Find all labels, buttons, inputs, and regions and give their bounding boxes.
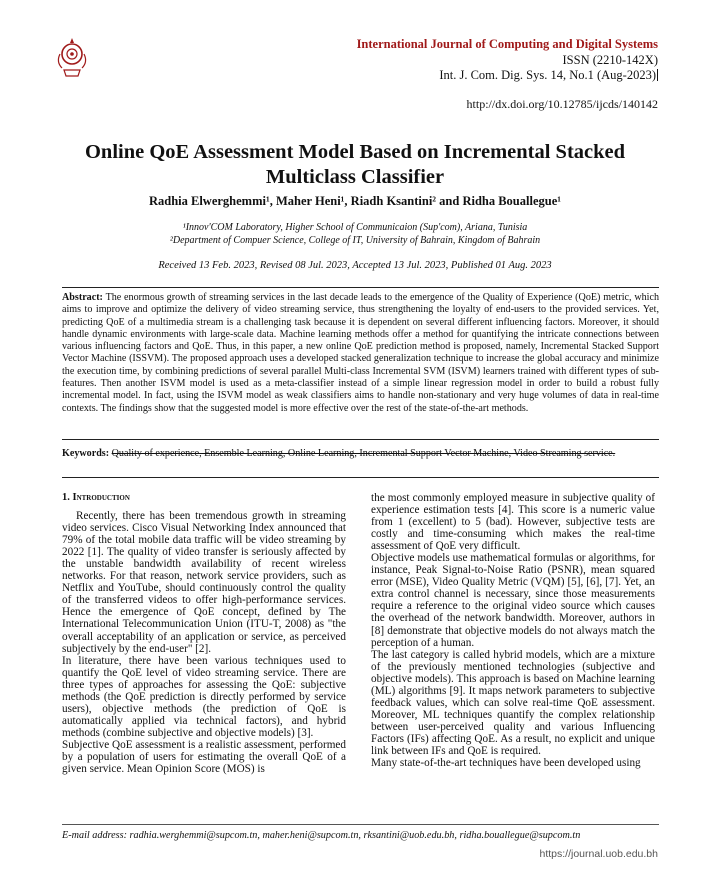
text-cursor — [657, 69, 658, 81]
journal-header — [357, 37, 658, 84]
abstract — [62, 292, 659, 415]
publication-dates: Received 13 Feb. 2023, Revised 08 Jul. 2023, Accepted 13 Jul. 2023, Published 01 Aug. 2023 — [158, 260, 552, 271]
section-heading — [62, 492, 346, 504]
abstract-text: The enormous growth of streaming services in the last decade leads to the emergence of the Quality of Experience (QoE) metric, which aims to improve and optimize the delivery of video streaming service, thus strengthening the loyalty of end-users to the provided services. Yet, predicting QoE of a multimedia stream is a challenging task because it is dependent on several different influencing factors. Moreover, it should handle dynamic environments with large-scale data. Machine learning methods offer a method for quantifying the intricate connections between various influencing factors and QoE. Thus, in this paper, a new online QoE prediction method is proposed, namely, Incremental Stacked Support Vector Machine (ISSVM). The proposed approach uses a developed stacked generalization technique to increase the global accuracy and minimize the execution time, by combining predictions of several parallel Multi-class Incremental SVM (ISVM) learners trained with different types of sub-features. Then another ISVM model is used as a meta-classifier instead of a simple linear regression model in order to build a robust fully incremental model. In fact, using the ISVM model as weak classifiers aims to handle non-stationary and very huge volumes of data in real-time contexts. The findings show that the suggested model is more effective over the rest of the state-of-the-art methods. — [62, 292, 659, 414]
citation: Int. J. Com. Dig. Sys. 14, No.1 (Aug-2023) — [439, 68, 656, 82]
affiliation-1: ¹Innov'COM Laboratory, Higher School of Communicaion (Sup'com), Ariana, Tunisia — [182, 222, 528, 233]
right-column — [371, 492, 655, 769]
paragraph: Many state-of-the-art techniques have been developed using — [371, 757, 641, 770]
affiliation-2: ²Department of Compuer Science, College of IT, University of Bahrain, Kingdom of Bahrain — [169, 235, 541, 246]
journal-url[interactable]: https://journal.uob.edu.bh — [539, 848, 658, 860]
paragraph: the most commonly employed measure in subjective quality of experience estimation tests [4]. This score is a numeric value from 1 (excellent) to 5 (bad). However, subjective tests are costly and time-consuming which makes the real-time assessment of QoE very difficult. — [371, 492, 655, 553]
paragraph: In literature, there have been various techniques used to quantify the QoE level of video streaming service. There are three types of approaches for assessing the QoE: subjective methods (the QoE prediction is directly performed by service users), objective methods (the prediction of QoE is automatically applied via technical factors), and hybrid methods (combine subjective and objective models) [3]. — [62, 654, 346, 739]
section-number: 1. — [62, 492, 70, 503]
issn: ISSN (2210-142X) — [562, 52, 658, 67]
section-title: Introduction — [72, 492, 130, 503]
journal-name: International Journal of Computing and Digital Systems — [356, 37, 658, 51]
keywords — [62, 448, 659, 460]
keywords-bottom-rule — [62, 477, 659, 478]
abstract-bottom-rule — [62, 439, 659, 440]
paragraph: Objective models use mathematical formulas or algorithms, for instance, Peak Signal-to-Noise Ratio (PSNR), mean squared error (MSE), Video Quality Metric (VQM) [5], [6], [7]. Yet, an extra control channel is necessary, since those measurements require a reference to the original video source which causes the overhead of the network bandwidth. Moreover, authors in [8] demonstrate that objective models do not always match the perception of a human. — [371, 552, 655, 649]
left-column — [62, 492, 346, 775]
footer-rule — [62, 824, 659, 825]
email-addresses: E-mail address: radhia.werghemmi@supcom.tn, maher.heni@supcom.tn, rksantini@uob.edu.bh, ridha.bouallegue@supcom.tn — [62, 830, 581, 841]
abstract-label: Abstract: — [62, 292, 103, 303]
paragraph: Recently, there has been tremendous growth in streaming video services. Cisco Visual Networking Index announced that 79% of the total mobile data traffic will be video streaming by 2022 [1]. The quality of video transfer is seriously affected by the unstable bandwidth availability of recent wireless networks. For that reason, network service providers, such as Netflix and YouTube, should continuously control the quality of the transferred videos to offer high-performance services. Hence the emergence of QoE concept, defined by The International Telecommunication Union (ITU-T, 2008) as "the overall acceptability of an application or service, as perceived subjectively by the end-user" [2]. — [62, 510, 346, 655]
affiliations — [40, 221, 670, 247]
abstract-top-rule — [62, 287, 659, 288]
paper-title: Online QoE Assessment Model Based on Incremental Stacked Multiclass Classifier — [84, 141, 626, 188]
journal-logo-icon — [54, 32, 90, 80]
keywords-text: Quality of experience, Ensemble Learning, Online Learning, Incremental Support Vector Machine, Video Streaming service. — [111, 448, 616, 459]
paragraph: The last category is called hybrid models, which are a mixture of the previously mentioned technologies (subjective and objective models). This approach is based on Machine learning (ML) algorithms [9]. It maps network parameters to subjective feedback values, which can solve real-time QoE assessment. Moreover, ML techniques quantify the complex relationship between user-perceived quality and various Influencing Factors (IFs) affecting QoE. As a result, no explicit and unique link between IFs and QoE is required. — [371, 648, 655, 757]
paragraph: Subjective QoE assessment is a realistic assessment, performed by a population of users for estimating the overall QoE of a given service. Mean Opinion Score (MOS) is — [62, 738, 346, 776]
keywords-label: Keywords: — [62, 448, 110, 459]
author-list: Radhia Elwerghemmi¹, Maher Heni¹, Riadh Ksantini² and Ridha Bouallegue¹ — [148, 194, 562, 208]
doi-link[interactable]: http://dx.doi.org/10.12785/ijcds/140142 — [466, 97, 658, 111]
